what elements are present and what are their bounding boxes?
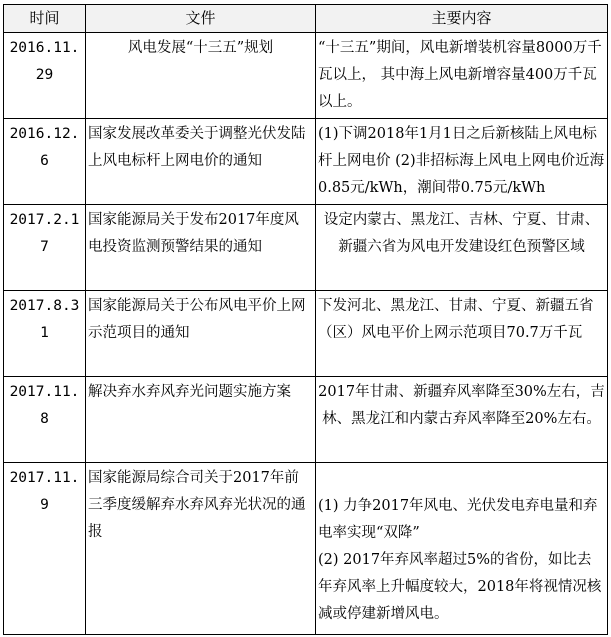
table-header — [4, 5, 608, 33]
row-content: (1)下调2018年1月1日之后新核陆上风电标杆上网电价 (2)非招标海上风电上网电价近海0.85元/kWh，潮间带0.75元/kWh — [316, 119, 608, 205]
content-line: (1) 力争2017年风电、光伏发电弃电量和弃电率实现“双降” — [318, 498, 598, 541]
header-content: 主要内容 — [316, 5, 608, 33]
row-file: 国家能源局综合司关于2017年前三季度缓解弃水弃风弃光状况的通报 — [86, 463, 316, 635]
row-date: 2016.11.29 — [4, 33, 86, 119]
header-row — [4, 5, 608, 33]
row-content — [316, 463, 608, 635]
row-content: 2017年甘肃、新疆弃风率降至30%左右，吉林、黑龙江和内蒙古弃风率降至20%左右。 — [316, 377, 608, 463]
row-date: 2017.8.31 — [4, 291, 86, 377]
table-row — [4, 377, 608, 463]
header-file: 文件 — [86, 5, 316, 33]
row-date: 2017.11.8 — [4, 377, 86, 463]
row-file: 国家能源局关于公布风电平价上网示范项目的通知 — [86, 291, 316, 377]
row-content: 设定内蒙古、黑龙江、吉林、宁夏、甘肃、新疆六省为风电开发建设红色预警区域 — [316, 205, 608, 291]
row-content: “十三五”期间，风电新增装机容量8000万千瓦以上， 其中海上风电新增容量400万千瓦以上。 — [316, 33, 608, 119]
header-date: 时间 — [4, 5, 86, 33]
table-row — [4, 119, 608, 205]
content-line: (2) 2017年弃风率超过5%的省份，如比去年弃风率上升幅度较大，2018年将视情况核减或停建新增风电。 — [318, 552, 602, 622]
table-body — [4, 33, 608, 635]
row-file: 解决弃水弃风弃光问题实施方案 — [86, 377, 316, 463]
row-date: 2016.12.6 — [4, 119, 86, 205]
row-date: 2017.2.17 — [4, 205, 86, 291]
table-row — [4, 463, 608, 635]
policy-table — [3, 4, 608, 635]
table-row — [4, 33, 608, 119]
row-file: 国家发展改革委关于调整光伏发陆上风电标杆上网电价的通知 — [86, 119, 316, 205]
table-row — [4, 205, 608, 291]
row-file: 国家能源局关于发布2017年度风电投资监测预警结果的通知 — [86, 205, 316, 291]
row-content: 下发河北、黑龙江、甘肃、宁夏、新疆五省（区）风电平价上网示范项目70.7万千瓦 — [316, 291, 608, 377]
row-date: 2017.11.9 — [4, 463, 86, 635]
row-file: 风电发展“十三五”规划 — [86, 33, 316, 119]
table-row — [4, 291, 608, 377]
